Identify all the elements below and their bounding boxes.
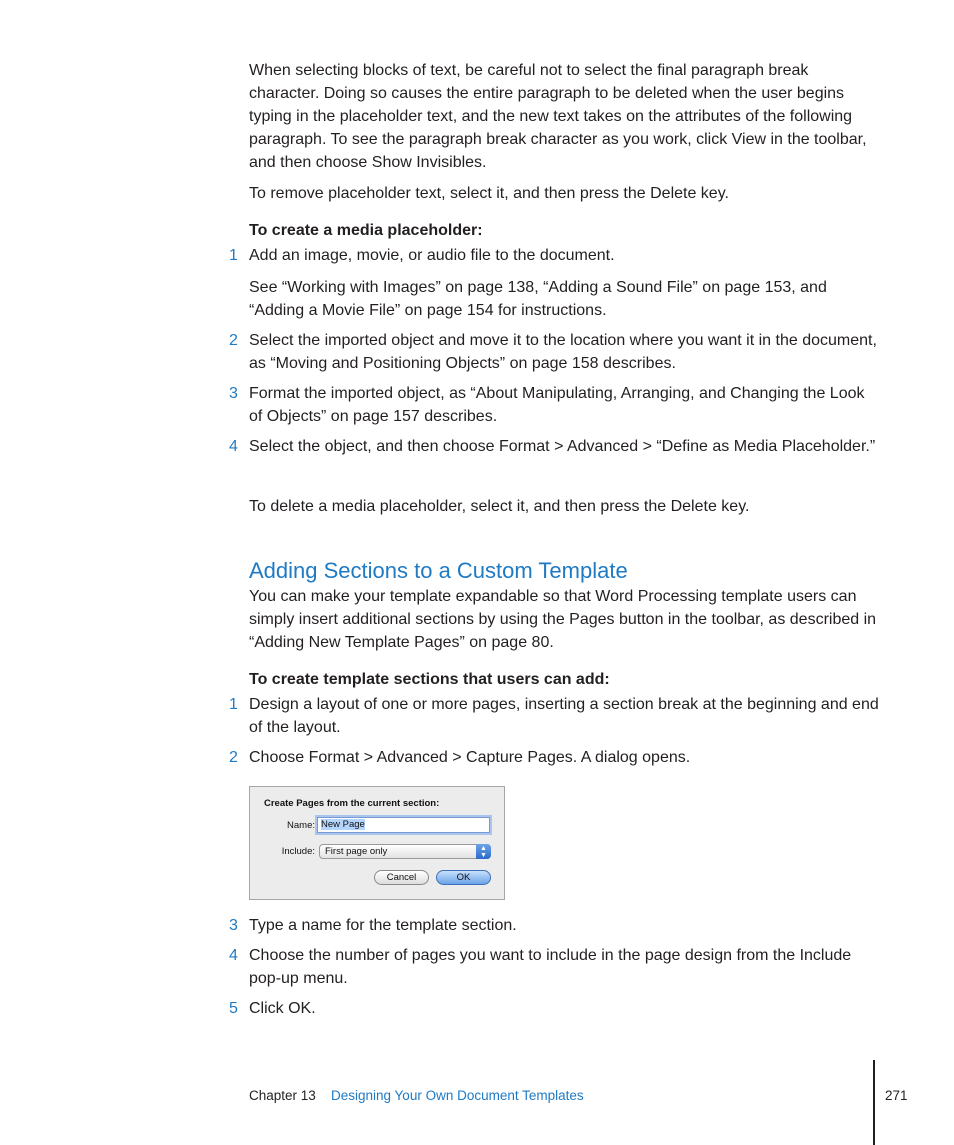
media-step-3: Format the imported object, as “About Manipulating, Arranging, and Changing the Look of Objects” on page 157 describes. [249,385,865,425]
media-step-1: Add an image, movie, or audio file to the document. [249,247,615,264]
sections-intro: You can make your template expandable so that Word Processing template users can simply insert additional sections by using the Pages button in the toolbar, as described in “Adding New Template Pages” on page 80. [249,588,877,651]
section-heading: Adding Sections to a Custom Template [249,558,628,583]
sections-step-5: Click OK. [249,1000,316,1017]
paragraph-delete-media: To delete a media placeholder, select it, and then press the Delete key. [249,498,750,515]
step-number: 1 [229,696,238,713]
paragraph-remove-placeholder: To remove placeholder text, select it, and then press the Delete key. [249,185,729,202]
footer-chapter: Chapter 13 [249,1088,316,1103]
step-number: 5 [229,1000,238,1017]
sections-step-4: Choose the number of pages you want to include in the page design from the Include pop-up menu. [249,947,852,987]
footer-chapter-title: Designing Your Own Document Templates [331,1088,584,1103]
step-number: 4 [229,947,238,964]
include-popup[interactable] [319,844,491,859]
sections-step-3: Type a name for the template section. [249,917,517,934]
cancel-button[interactable]: Cancel [374,870,429,885]
step-number: 3 [229,385,238,402]
dialog-title: Create Pages from the current section: [264,798,440,809]
include-popup-value: First page only [325,846,388,857]
media-lead: To create a media placeholder: [249,222,483,239]
step-number: 3 [229,917,238,934]
media-step-4: Select the object, and then choose Format > Advanced > “Define as Media Placeholder.” [249,438,876,455]
media-step-2: Select the imported object and move it to the location where you want it in the document, as “Moving and Positioning Objects” on page 158 describes. [249,332,877,372]
step-number: 1 [229,247,238,264]
ok-button[interactable]: OK [436,870,491,885]
name-input-value: New Page [321,819,365,830]
step-number: 2 [229,749,238,766]
step-number: 2 [229,332,238,349]
name-input[interactable] [317,817,490,833]
name-label: Name: [287,820,315,831]
footer-divider [873,1060,875,1145]
paragraph-invisibles: When selecting blocks of text, be careful not to select the final paragraph break character. Doing so causes the entire paragraph to be deleted when the user begins typing in the placeholder text, and the new text takes on the attributes of the following paragraph. To see the paragraph break character as you work, click View in the toolbar, and then choose Show Invisibles. [249,62,867,171]
capture-pages-dialog [249,786,505,900]
sections-step-2: Choose Format > Advanced > Capture Pages. A dialog opens. [249,749,691,766]
page-number: 271 [885,1088,908,1103]
sections-step-1: Design a layout of one or more pages, inserting a section break at the beginning and end of the layout. [249,696,879,736]
include-label: Include: [281,846,315,857]
popup-arrows-icon: ▲ ▼ [476,844,491,859]
sections-lead: To create template sections that users can add: [249,671,610,688]
media-step-1-note: See “Working with Images” on page 138, “Adding a Sound File” on page 153, and “Adding a Movie File” on page 154 for instructions. [249,279,827,319]
step-number: 4 [229,438,238,455]
